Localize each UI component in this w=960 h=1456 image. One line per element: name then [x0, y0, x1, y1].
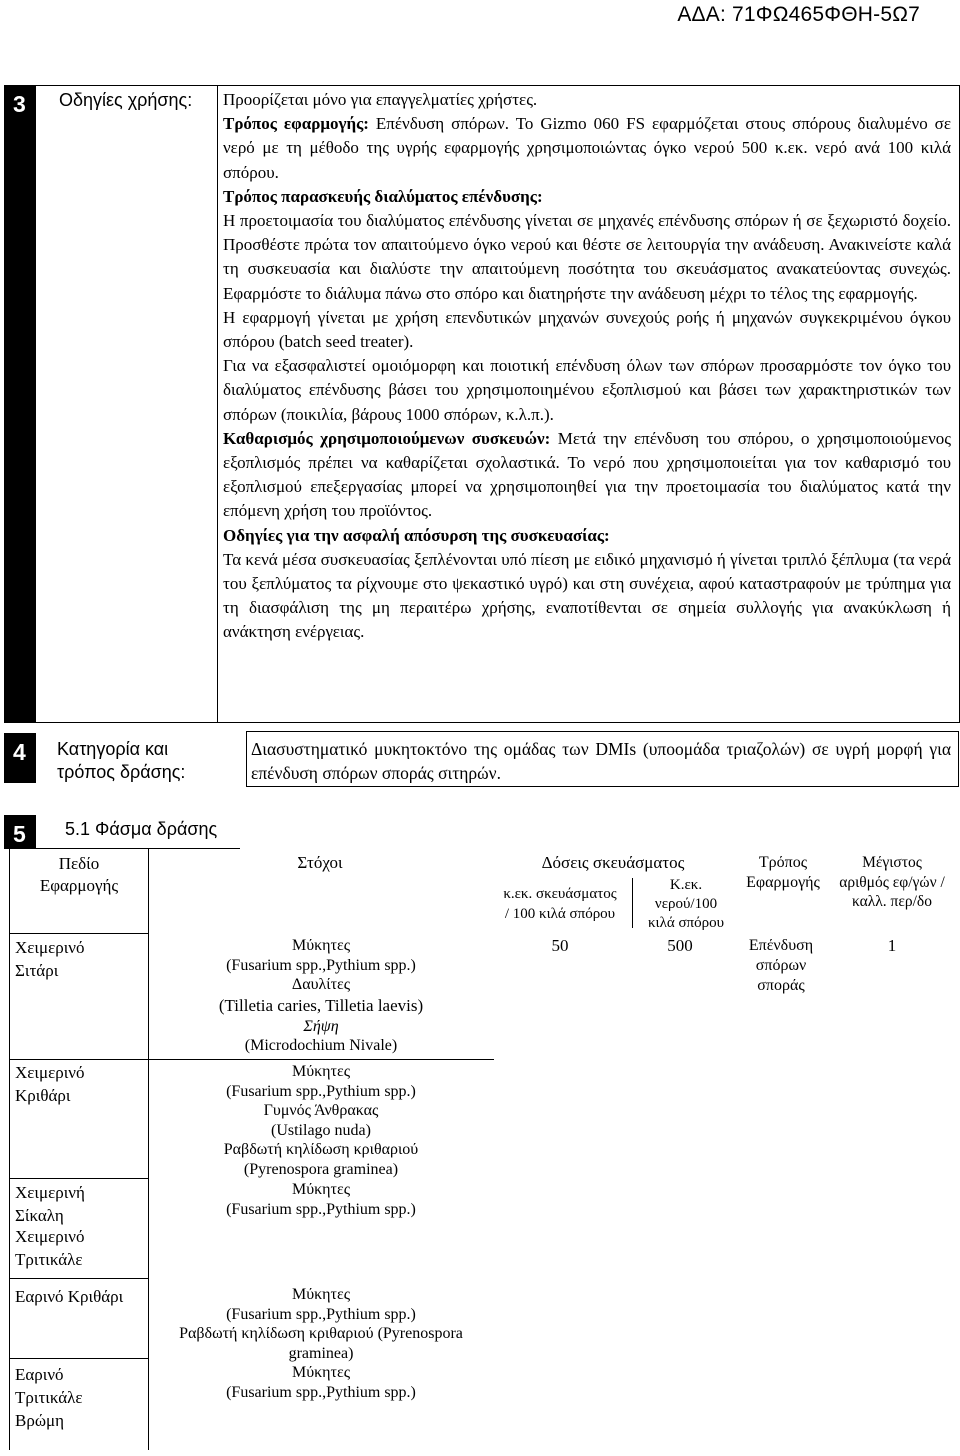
header-doses: Δόσεις σκευάσματος [541, 853, 685, 872]
section-3-cleaning [223, 427, 951, 524]
target-line: Μύκητες [291, 1286, 351, 1303]
header-method-line1: Τρόπος [758, 854, 808, 871]
crop-winter-triticale-line1: Χειμερινό [15, 1227, 85, 1246]
target-line: (Tilletia caries, Tilletia laevis) [218, 995, 424, 1015]
section-3-label: Οδηγίες χρήσης: [59, 90, 193, 110]
crop-winter-barley [15, 1061, 85, 1107]
target-line: (Fusarium spp.,Pythium spp.) [226, 1383, 416, 1401]
crop-winter-rye-line2: Σίκαλη [15, 1206, 64, 1225]
section-4-label-line2: τρόπος δράσης: [57, 762, 186, 782]
value-dose-water: 500 [667, 936, 693, 955]
section-3-application-method [223, 112, 951, 185]
header-field-line2: Εφαρμογής [39, 876, 119, 895]
section-3-disposal-title: Οδηγίες για την ασφαλή απόσυρση της συσκευασίας: [223, 525, 610, 545]
crop-winter-barley-line2: Κριθάρι [15, 1086, 71, 1105]
cleaning-title: Καθαρισμός χρησιμοποιούμενων συσκευών: [223, 428, 551, 448]
crop-spring-triticale-line2: Τριτικάλε [15, 1388, 83, 1407]
value-method-line1: Επένδυση [748, 937, 814, 954]
section-3-uniform-text: Για να εξασφαλιστεί ομοιόμορφη και ποιοτική επένδυση όλων των σπόρων προσαρμόστε τον όγκο του διαλύματος επένδυσης βάσει του χρησιμοποιημένου εξοπλισμού και βάσει των χαρακτηριστικών των σπόρων (ποικιλία, βάρους 1000 σπόρων, κ.λ.π.). [223, 356, 951, 424]
header-dose-water-line2: νερού/100 [654, 896, 718, 912]
header-method-line2: Εφαρμογής [746, 874, 820, 891]
section-4-number [4, 733, 36, 783]
target-line: Μύκητες [291, 1063, 351, 1080]
target-line: graminea) [288, 1344, 354, 1362]
value-method-line3: σποράς [757, 977, 805, 994]
target-line: (Fusarium spp.,Pythium spp.) [226, 1305, 416, 1323]
value-dose-product: 50 [551, 936, 569, 955]
target-line: Μύκητες [291, 1364, 351, 1381]
target-line: Γυμνός Άνθρακας [263, 1102, 379, 1119]
crop-spring-triticale-line1: Εαρινό [15, 1365, 64, 1384]
value-max-apps: 1 [887, 936, 897, 955]
spring-barley-divider [9, 1358, 149, 1359]
winter-spring-divider [9, 1278, 149, 1279]
table-left-border [9, 848, 10, 1450]
field-column-divider [148, 848, 149, 1450]
target-line: (Fusarium spp.,Pythium spp.) [226, 956, 416, 974]
crop-winter-rye [15, 1181, 85, 1227]
header-dose-product-line2: / 100 κιλά σπόρου [504, 906, 616, 922]
header-dose-water [634, 876, 738, 933]
target-line: Σήψη [303, 1017, 339, 1035]
header-max-apps [826, 853, 958, 912]
section-3-apply-text: Η εφαρμογή γίνεται με χρήση επενδυτικών μηχανών συνεχούς ροής ή μηχανών συγκεκριμένου όγκου σπόρου (batch seed treater). [223, 307, 951, 352]
header-max-apps-line3: καλλ. περ/δο [851, 893, 932, 910]
wheat-row-divider [9, 1059, 494, 1060]
targets-spring-barley [150, 1285, 492, 1402]
ada-header: ΑΔΑ: 71ΦΩ465ΦΘΗ-5Ω7 [677, 3, 920, 26]
section-3-content [223, 88, 951, 645]
target-line: (Fusarium spp.,Pythium spp.) [226, 1082, 416, 1100]
crop-winter-wheat-line1: Χειμερινό [15, 938, 85, 957]
crop-winter-barley-line1: Χειμερινό [15, 1063, 85, 1082]
crop-winter-triticale-line2: Τριτικάλε [15, 1250, 83, 1269]
section-4-label [57, 738, 185, 784]
cleaning-text: Μετά την επένδυση του σπόρου, ο χρησιμοποιούμενος εξοπλισμός πρέπει να καθαρίζεται σχολαστικά. Το νερό που χρησιμοποιείται για τον καθαρισμό του εξοπλισμού επεξεργασίας μπορεί να χρησιμοποιηθεί για την προετοιμασία του διαλύματος κατά την επόμενη χρήση του προϊόντος. [223, 428, 951, 521]
crop-winter-rye-line1: Χειμερινή [15, 1183, 85, 1202]
header-row-divider [9, 933, 149, 934]
header-field-line1: Πεδίο [58, 854, 100, 873]
section-3-professional-use: Προορίζεται μόνο για επαγγελματίες χρήστες. [223, 90, 538, 109]
header-dose-product-line1: κ.εκ. σκευάσματος [503, 886, 617, 902]
crop-spring-barley: Εαρινό Κριθάρι [15, 1287, 124, 1306]
crop-spring-triticale [15, 1363, 83, 1432]
crop-winter-wheat-line2: Σιτάρι [15, 961, 59, 980]
header-dose-product [489, 884, 631, 924]
section-5-title: 5.1 Φάσμα δράσης [65, 819, 218, 839]
table-top-rule [36, 848, 240, 849]
header-max-apps-line2: αριθμός εφ/γών / [839, 873, 945, 891]
crop-winter-triticale [15, 1225, 85, 1271]
application-method-title: Τρόπος εφαρμογής: [223, 114, 369, 134]
section-5-number-text: 5 [13, 821, 26, 847]
section-4-text: Διασυστηματικό μυκητοκτόνο της ομάδας των DMIs (υποομάδα τριαζολών) σε υγρή μορφή για επένδυση σπόρων σποράς σιτηρών. [251, 739, 951, 783]
section-3-prep-title: Τρόπος παρασκευής διαλύματος επένδυσης: [223, 186, 543, 206]
crop-oats: Βρώμη [15, 1411, 65, 1430]
section-3-number-text: 3 [13, 91, 26, 117]
target-line: (Fusarium spp.,Pythium spp.) [226, 1200, 416, 1218]
targets-wheat [150, 936, 492, 1056]
section-4-label-line1: Κατηγορία και [57, 739, 169, 759]
crop-winter-wheat [15, 936, 85, 982]
section-3-prep-text: Η προετοιμασία του διαλύματος επένδυσης γίνεται σε μηχανές επένδυσης σπόρων ή σε ξεχωριστό δοχείο. Προσθέστε πρώτα τον απαιτούμενο όγκο νερού και θέστε σε λειτουργία την ανάδευση. Ανακινείστε καλά τη συσκευασία και διαλύστε την απαιτούμενη ποσότητα του σκευάσματος ανακατεύοντας συνεχώς. Εφαρμόστε το διάλυμα πάνω στο σπόρο και διατηρήστε την ανάδευση μέχρι το τέλος της εφαρμογής. [223, 211, 951, 303]
target-line: Δαυλίτες [291, 976, 351, 993]
value-method-line2: σπόρων [755, 957, 807, 974]
section-4-number-text: 4 [13, 739, 26, 765]
targets-rye-triticale [150, 1180, 492, 1219]
target-line: (Ustilago nuda) [271, 1121, 371, 1139]
section-3-disposal-text: Τα κενά μέσα συσκευασίας ξεπλένονται υπό πίεση με ειδικό μηχανισμό ή γίνεται τριπλό ξέπλυμα (τα νερά του ξεπλύματος τα ρίχνουμε στο ψεκαστικό υγρό) και στη συνέχεια, αφού καταστραφούν με τρύπημα για τη διασφάλιση της μη περαιτέρω χρήσης, εναποτίθενται σε σημεία συλλογής για ανακύκλωση ή ανάκτηση ενέργειας. [223, 549, 951, 642]
dose-column-divider [632, 878, 633, 928]
target-line: (Microdochium Nivale) [244, 1037, 398, 1054]
application-method-text: Επένδυση σπόρων. Το Gizmo 060 FS εφαρμόζεται στους σπόρους διαλυμένο σε νερό με τη μέθοδο της υγρής εφαρμογής χρησιμοποιώντας όγκο νερού 500 κ.εκ. νερό ανά 100 κιλά σπόρου. [223, 114, 951, 182]
target-line: Μύκητες [291, 1181, 351, 1198]
header-max-apps-line1: Μέγιστος [862, 854, 922, 871]
header-method [738, 853, 828, 893]
barley-row-divider [9, 1178, 149, 1179]
section-5-number [4, 815, 36, 849]
header-dose-water-line3: κιλά σπόρου [647, 915, 725, 931]
value-method [735, 936, 827, 996]
header-field [10, 853, 148, 897]
target-line: (Pyrenospora graminea) [243, 1160, 399, 1178]
target-line: Ραβδωτή κηλίδωση κριθαριού (Pyrenospora [179, 1325, 463, 1342]
target-line: Ραβδωτή κηλίδωση κριθαριού [223, 1141, 419, 1158]
targets-barley [150, 1062, 492, 1179]
header-dose-water-line1: Κ.εκ. [669, 877, 703, 893]
target-line: Μύκητες [291, 937, 351, 954]
header-targets: Στόχοι [297, 853, 343, 872]
